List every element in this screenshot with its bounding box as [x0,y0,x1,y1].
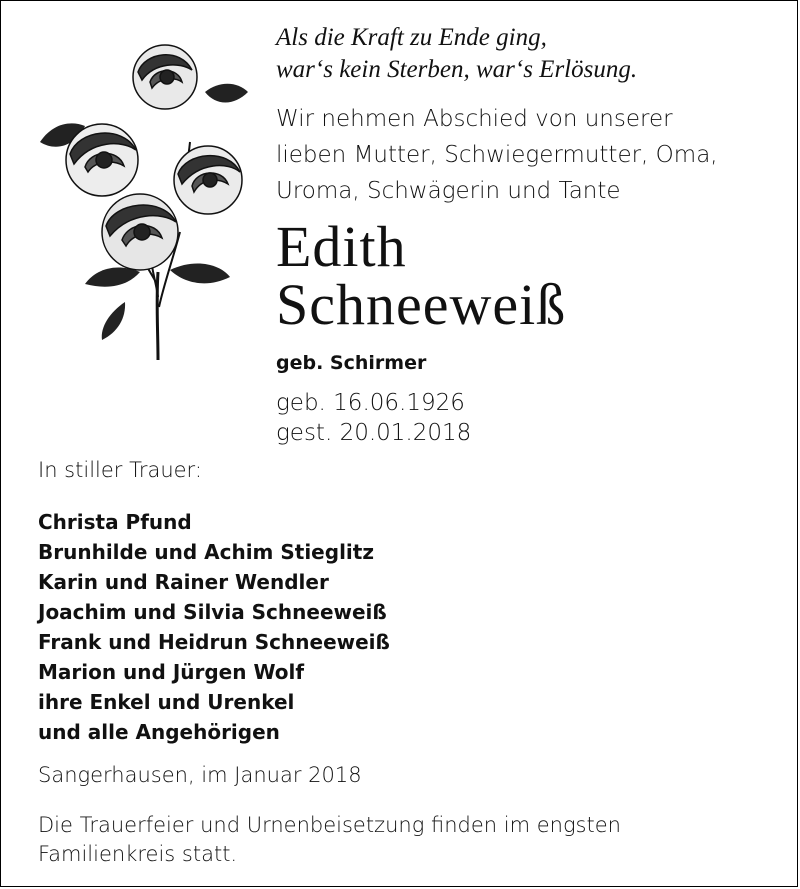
list-item: Frank und Heidrun Schneeweiß [38,630,390,654]
list-item: und alle Angehörigen [38,720,280,744]
life-dates [276,388,471,448]
place-date: Sangerhausen, im Januar 2018 [38,763,362,787]
farewell-intro [276,101,718,209]
deceased-name [276,214,567,337]
rose-top [133,45,197,109]
list-item: ihre Enkel und Urenkel [38,690,295,714]
rose-left [66,124,138,196]
funeral-notice [38,811,621,869]
quote-line-2: war‘s kein Sterben, war‘s Erlösung. [276,56,638,83]
birth-date: geb. 16.06.1926 [276,390,465,416]
last-name: Schneeweiß [276,272,567,337]
list-item: Marion und Jürgen Wolf [38,660,305,684]
birth-name: geb. Schirmer [276,352,427,374]
quote-line-1: Als die Kraft zu Ende ging, [276,24,547,51]
list-item: Karin und Rainer Wendler [38,570,329,594]
intro-line-1: Wir nehmen Abschied von unserer [276,106,673,132]
death-date: gest. 20.01.2018 [276,420,472,446]
mourning-heading: In stiller Trauer: [38,458,202,482]
list-item: Brunhilde und Achim Stieglitz [38,540,374,564]
intro-line-3: Uroma, Schwägerin und Tante [276,178,621,204]
list-item: Joachim und Silvia Schneeweiß [38,600,387,624]
notice-line-1: Die Trauerfeier und Urnenbeisetzung finden im engsten [38,813,621,837]
first-name: Edith [276,214,407,279]
rose-bottom [102,194,178,270]
intro-line-2: lieben Mutter, Schwiegermutter, Oma, [276,142,718,168]
list-item: Christa Pfund [38,510,192,534]
rose-right [174,146,242,214]
mourners-list [38,507,390,747]
memorial-quote [276,22,637,86]
rose-bouquet-icon [30,22,255,367]
notice-line-2: Familienkreis statt. [38,842,238,866]
